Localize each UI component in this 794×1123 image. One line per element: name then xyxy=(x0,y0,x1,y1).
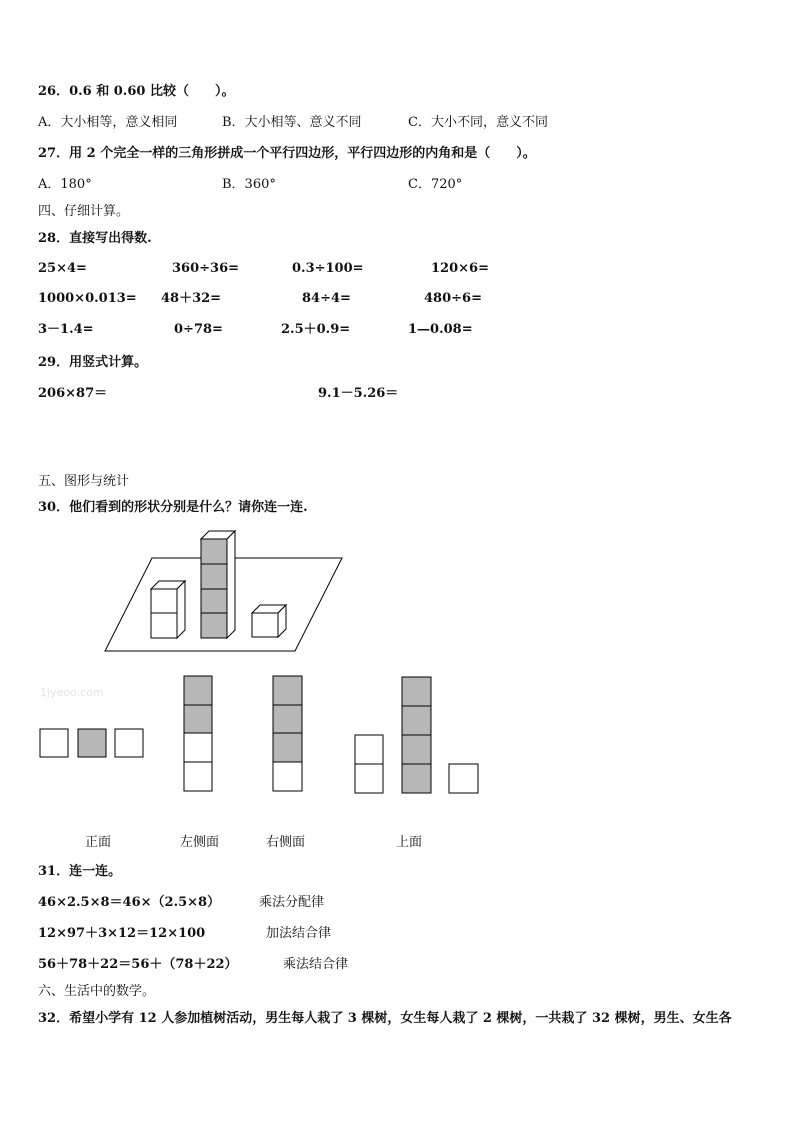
q27-option-a[interactable]: A．180° xyxy=(38,177,92,192)
view-label-top[interactable]: 上面 xyxy=(396,835,423,850)
q28-stem: 28．直接写出得数. xyxy=(38,231,152,246)
watermark: 1jyeoo.com xyxy=(40,686,104,699)
q28-item: 480÷6= xyxy=(424,291,482,306)
q31-left-item[interactable]: 12×97＋3×12＝12×100 xyxy=(38,926,206,941)
q28-item: 84÷4= xyxy=(302,291,351,306)
section-4-heading: 四、仔细计算。 xyxy=(38,204,130,219)
q27-option-c[interactable]: C．720° xyxy=(408,177,463,192)
view-label-left-side[interactable]: 左侧面 xyxy=(180,835,220,850)
section-5-heading: 五、图形与统计 xyxy=(38,474,130,489)
q29-item: 206×87＝ xyxy=(38,386,108,401)
q31-right-item[interactable]: 加法结合律 xyxy=(266,926,332,941)
q26-stem: 26．0.6 和 0.60 比较（ ）。 xyxy=(38,84,235,99)
q26-option-a[interactable]: A．大小相等，意义相同 xyxy=(38,115,178,130)
q28-item: 3－1.4= xyxy=(38,322,94,337)
q26-option-c[interactable]: C．大小不同，意义不同 xyxy=(408,115,548,130)
q28-item: 0.3÷100= xyxy=(292,261,364,276)
q31-left-item[interactable]: 56＋78＋22＝56＋（78＋22） xyxy=(38,957,238,972)
view-option-combined xyxy=(355,677,478,793)
q27-stem: 27．用 2 个完全一样的三角形拼成一个平行四边形，平行四边形的内角和是（ ）。 xyxy=(38,146,536,161)
q32-stem: 32．希望小学有 12 人参加植树活动，男生每人栽了 3 棵树，女生每人栽了 2 棵树，一共栽了 32 棵树，男生、女生各 xyxy=(38,1011,732,1026)
q28-item: 0÷78= xyxy=(174,322,223,337)
q28-item: 48＋32= xyxy=(161,291,222,306)
cube-stack-right xyxy=(252,605,286,637)
view-option-column-a xyxy=(184,676,212,791)
q31-left-item[interactable]: 46×2.5×8＝46×（2.5×8） xyxy=(38,895,221,910)
q29-stem: 29．用竖式计算。 xyxy=(38,355,148,370)
q28-item: 1000×0.013= xyxy=(38,291,137,306)
q28-item: 360÷36= xyxy=(172,261,240,276)
q31-right-item[interactable]: 乘法结合律 xyxy=(283,957,349,972)
view-option-row xyxy=(40,729,143,757)
q31-stem: 31．连一连。 xyxy=(38,864,122,879)
view-option-column-b xyxy=(273,676,302,791)
q31-right-item[interactable]: 乘法分配律 xyxy=(259,895,325,910)
cube-stack-left xyxy=(151,581,185,638)
q29-item: 9.1－5.26＝ xyxy=(318,386,399,401)
q28-item: 2.5＋0.9= xyxy=(281,322,351,337)
q28-item: 25×4= xyxy=(38,261,87,276)
q27-option-b[interactable]: B．360° xyxy=(222,177,276,192)
q28-item: 1—0.08= xyxy=(408,322,473,337)
view-label-right-side[interactable]: 右侧面 xyxy=(266,835,306,850)
view-label-front[interactable]: 正面 xyxy=(85,835,112,850)
cube-stack-middle xyxy=(201,531,235,638)
q28-item: 120×6= xyxy=(431,261,489,276)
q30-stem: 30．他们看到的形状分别是什么？请你连一连. xyxy=(38,500,308,515)
section-6-heading: 六、生活中的数学。 xyxy=(38,984,156,999)
q26-option-b[interactable]: B．大小相等、意义不同 xyxy=(222,115,362,130)
